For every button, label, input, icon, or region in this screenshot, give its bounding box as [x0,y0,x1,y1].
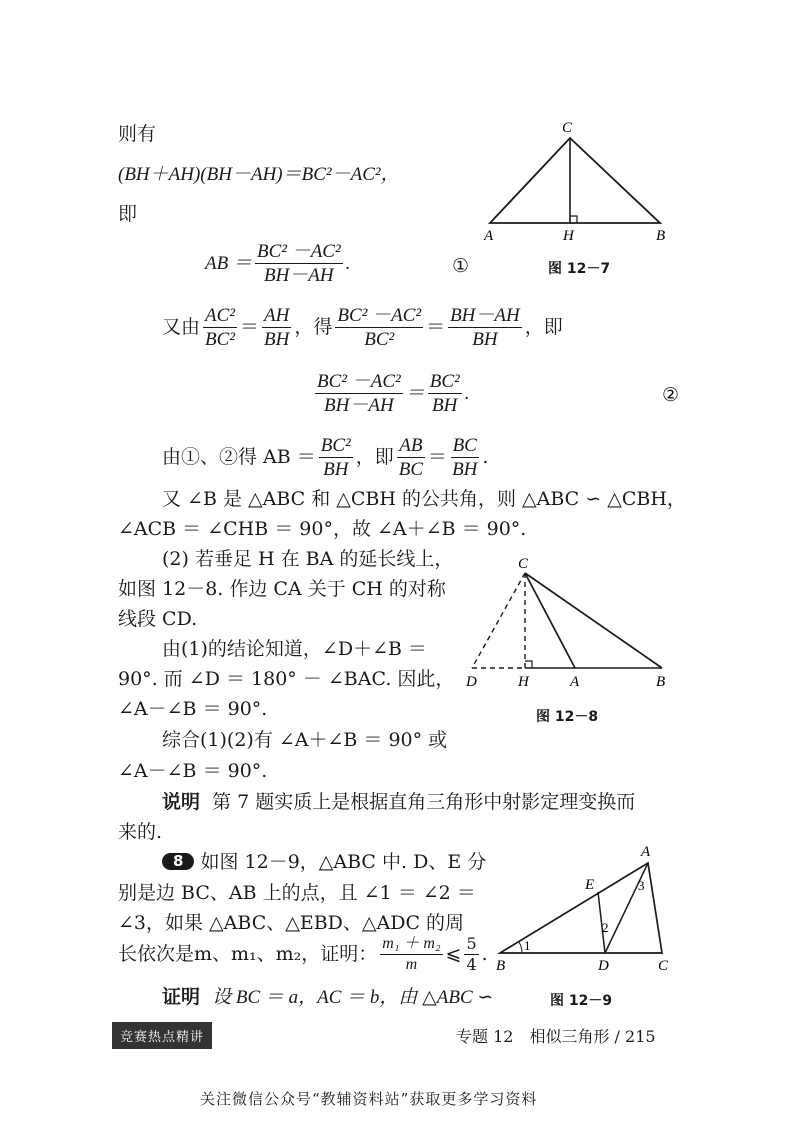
equation-line-5 [162,306,563,349]
text-line: ∠A－∠B ＝ 90°. [118,760,268,782]
text: ，得 [294,316,333,338]
equals: ＝ [405,383,425,404]
label-c: C [562,120,573,136]
fraction [319,436,353,479]
numerator: BC² [320,435,351,456]
numerator: BC² －AC² [256,241,341,262]
denominator: BH [472,329,498,350]
equals: ＝ [428,446,448,468]
denominator: BC² [205,329,235,350]
period: . [482,446,489,468]
text-line: 即 [118,203,138,225]
denominator: m [405,956,418,973]
denominator: 4 [466,955,477,974]
numerator: AH [264,305,290,326]
text-line: 90°. 而 ∠D ＝ 180° － ∠BAC. 因此， [118,668,455,690]
equation-line-7 [162,436,488,479]
numerator: BC² [429,371,460,392]
watermark-text: 关注微信公众号“教辅资料站”获取更多学习资料 [200,1090,538,1108]
angle-label-2: 2 [602,920,609,935]
problem-8-inequality-line [118,936,488,973]
denominator: BH [323,459,349,480]
equation-line: (BH＋AH)(BH－AH)＝BC²－AC²， [118,164,400,185]
text-line: 如图 12－8. 作边 CA 关于 CH 的对称 [118,578,446,600]
figure-12-9 [488,842,688,977]
less-equal: ⩽ [445,943,462,965]
text: ，即 [355,446,394,468]
angle-label-1: 1 [524,938,531,953]
label-e: E [585,877,595,893]
denominator: BH－AH [324,395,394,416]
text-line: ∠ACB ＝ ∠CHB ＝ 90°，故 ∠A＋∠B ＝ 90°. [118,518,527,540]
label-a: A [641,844,651,860]
fraction [428,372,462,415]
equals: ＝ [426,316,446,338]
figure-caption-12-7: 图 12－7 [548,261,611,277]
fraction [262,306,291,349]
denominator: BC [398,459,424,480]
numerator: BH－AH [450,305,520,326]
fraction [397,436,425,479]
label-a: A [570,674,580,690]
equation-2 [312,372,469,415]
text-line: 别是边 BC、AB 上的点，且 ∠1 ＝ ∠2 ＝ [118,882,476,904]
fraction [203,306,237,349]
right-angle-mark [525,661,532,668]
fraction [450,436,479,479]
denominator: BH [264,329,290,350]
text-line: 又 ∠B 是 △ABC 和 △CBH 的公共角，则 △ABC ∽ △CBH， [162,488,686,510]
label-b: B [656,228,666,244]
fraction [255,242,343,285]
segment-ca [525,573,575,668]
text-line: ∠A－∠B ＝ 90°. [118,698,268,720]
fraction [335,306,423,349]
problem-8-line [162,853,486,872]
problem-number-badge: 8 [162,853,194,870]
numerator: BC² －AC² [317,371,401,392]
text: ，即 [524,316,563,338]
angle-1-arc [519,942,522,953]
text: 如图 12－9，△ABC 中. D、E 分 [200,851,487,873]
label-h: H [518,674,529,690]
label-c: C [658,958,669,974]
text-line: ∠3，如果 △ABC、△EBD、△ADC 的周 [118,912,465,934]
fraction [380,936,442,973]
fraction [315,372,403,415]
text-line: 则有 [118,123,157,145]
footer-series-title: 竞赛热点精讲 [112,1022,212,1049]
numerator: BC [452,435,477,456]
note-line [162,793,635,812]
label-b: B [496,958,506,974]
denominator: BC² [364,329,395,350]
equation-marker-1: ① [452,255,470,277]
proof-heading: 证明 [162,986,201,1008]
numerator: AC² [205,305,235,326]
numerator: BC² －AC² [337,305,422,326]
denominator: BH－AH [263,265,334,286]
eq1-lhs: AB ＝ [205,253,252,274]
note-heading: 说明 [162,791,201,813]
figure-12-7 [478,118,678,246]
text: 设 BC ＝ a，AC ＝ b，由 △ABC ∽ [212,987,494,1008]
denominator: BH [452,459,478,480]
fraction [464,936,478,973]
dashed-segment-cd [472,573,525,668]
angle-label-3: 3 [638,878,645,893]
figure-12-8 [460,555,675,690]
text-line: 综合(1)(2)有 ∠A＋∠B ＝ 90° 或 [162,729,448,751]
text: 长依次是m、m₁、m₂，证明： [118,943,378,965]
segment-cb [525,573,662,668]
text-line: (2) 若垂足 H 在 BA 的延长线上， [162,548,454,570]
text-line: 来的. [118,821,163,843]
label-b: B [656,674,666,690]
equals: ＝ [240,316,260,338]
note-text: 第 7 题实质上是根据直角三角形中射影定理变换而 [212,791,636,813]
equation-1 [205,242,350,285]
numerator: m₁ ＋ m₂ [380,936,442,955]
equation-marker-2: ② [662,384,680,406]
proof-line [162,988,493,1007]
right-angle-mark [570,216,577,223]
footer-chapter-page: 专题 12 相似三角形 / 215 [456,1027,656,1046]
figure-caption-12-8: 图 12－8 [536,709,599,725]
label-d: D [466,674,477,690]
label-h: H [563,228,574,244]
figure-caption-12-9: 图 12－9 [550,993,613,1009]
numerator: AB [399,435,423,456]
label-a: A [484,228,494,244]
period: . [481,943,488,965]
text: 又由 [162,316,201,338]
label-d: D [598,958,609,974]
denominator: BH [432,395,458,416]
triangle-abc [490,138,660,223]
fraction [448,306,522,349]
period: . [345,253,351,274]
period: . [464,383,470,404]
numerator: 5 [466,934,477,953]
label-c: C [518,556,529,572]
text-line: 由(1)的结论知道，∠D＋∠B ＝ [162,638,427,660]
text-line: 线段 CD. [118,608,198,630]
text: 由①、②得 AB ＝ [162,446,316,468]
